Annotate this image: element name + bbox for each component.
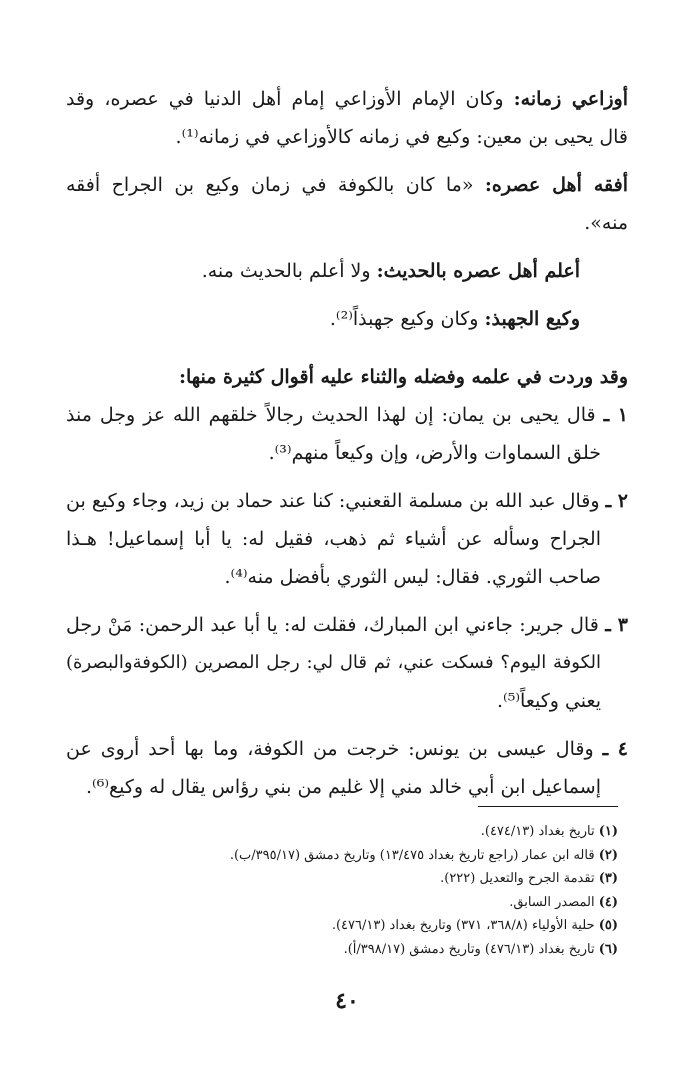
lead-label: ١ ـ [603,404,629,426]
footnote: (٤) المصدر السابق. [509,894,618,910]
lead-label: أفقه أهل عصره: [484,174,628,196]
text-line: أفقه أهل عصره: «ما كان بالكوفة في زمان وكيع بن الجراح أفقه [66,174,628,196]
text-line: منه». [584,212,628,234]
quote-2 [66,482,628,596]
text-line: الكوفة اليوم؟ فسكت عني، ثم قال لي: رجل المصرين (الكوفةوالبصرة) [66,652,601,673]
footnote: (١) تاريخ بغداد (٤٧٤/١٣). [480,824,618,839]
text-line: الجراح وسأله عن أشياء ثم ذهب، فقيل له: يا أبا إسماعيل! هـذا [66,528,601,550]
quote-4 [66,730,628,806]
text-line: ١ ـ قال يحيى بن يمان: إن لهذا الحديث رجالاً خلقهم الله عز وجل منذ [66,404,629,426]
lead-label: (٥) [598,918,618,933]
text-line: صاحب الثوري. فقال: ليس الثوري بأفضل منه⁽⁴⁾. [224,566,601,588]
text-line: ٣ ـ قال جرير: جاءني ابن المبارك، فقلت له: يا أبا عبد الرحمن: مَنْ رجل [66,614,628,636]
section-heading: وقد وردت في علمه وفضله والثناء عليه أقوال كثيرة منها: [178,366,628,388]
lead-label: ٢ ـ [605,490,628,512]
footnotes [78,820,618,961]
text-line: ٤ ـ وقال عيسى بن يونس: خرجت من الكوفة، وما بها أحد أروى عن [66,738,628,760]
paragraph-awzai [66,80,628,156]
lead-label: أعلم أهل عصره بالحديث: [376,260,580,282]
footnote: (٢) قاله ابن عمار (راجع تاريخ بغداد ١٣/٤٧٥) وتاريخ دمشق (٣٩٥/١٧/ب). [229,847,618,863]
lead-label: (١) [598,824,618,839]
lead-label: ٤ ـ [602,738,628,760]
quote-3 [66,606,628,720]
text-line: إسماعيل ابن أبي خالد مني إلا غليم من بني رؤاس يقال له وكيع⁽⁶⁾. [86,776,601,798]
lead-label: (٣) [598,871,618,886]
page-number: ٤٠ [335,988,359,1014]
lead-label: ٣ ـ [605,614,628,636]
lead-label: وكيع الجهبذ: [484,308,580,330]
text-line: خلق السماوات والأرض، وإن وكيعاً منهم⁽³⁾. [268,442,601,464]
lead-label: (٦) [598,941,618,957]
text-line: يعني وكيعاً⁽⁵⁾. [497,690,601,712]
text-line: قال يحيى بن معين: وكيع في زمانه كالأوزاعي في زمانه⁽¹⁾. [175,126,628,148]
text-line: ٢ ـ وقال عبد الله بن مسلمة القعنبي: كنا عند حماد بن زيد، وجاء وكيع بن [66,490,628,512]
footnote: (٣) تقدمة الجرح والتعديل (٢٢٢). [440,871,618,886]
paragraph-jahbadh [66,300,628,338]
text-line: وكيع الجهبذ: وكان وكيع جهبذاً⁽²⁾. [329,308,580,330]
text-line: أعلم أهل عصره بالحديث: ولا أعلم بالحديث منه. [201,260,580,282]
lead-label: أوزاعي زمانه: [513,88,629,110]
quote-1 [66,396,628,472]
footnote-separator [478,806,618,807]
footnote: (٥) حلية الأولياء (٣٦٨/٨، ٣٧١) وتاريخ بغداد (٤٧٦/١٣). [331,918,618,933]
lead-label: (٢) [598,847,618,863]
lead-label: (٤) [598,894,618,910]
main-text [66,80,628,816]
text-line: أوزاعي زمانه: وكان الإمام الأوزاعي إمام أهل الدنيا في عصره، وقد [66,88,629,110]
paragraph-afqah [66,166,628,242]
footnote: (٦) تاريخ بغداد (٤٧٦/١٣) وتاريخ دمشق (٣٩٨/١٧/أ). [343,941,618,957]
paragraph-alam [66,252,628,290]
